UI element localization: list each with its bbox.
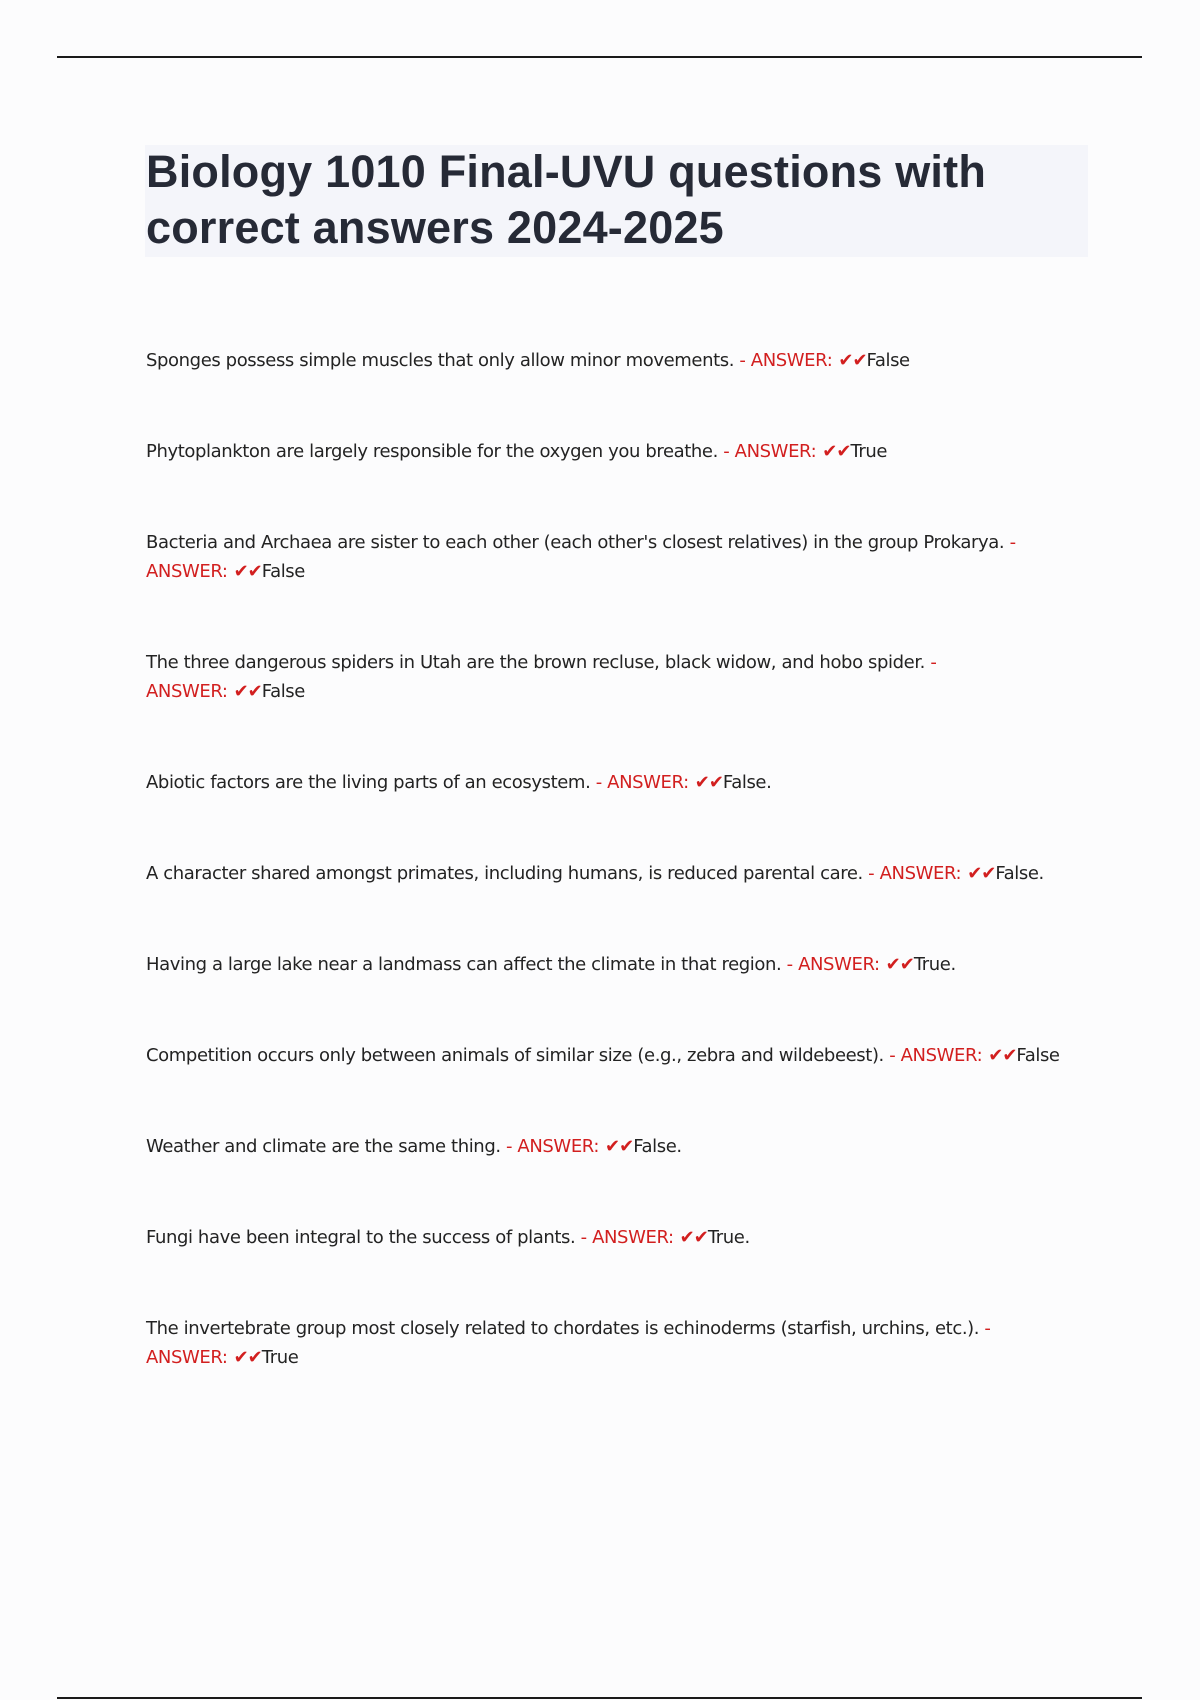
answer-separator: - <box>734 350 751 371</box>
answer-label: ANSWER: <box>146 1347 228 1368</box>
question-text: Bacteria and Archaea are sister to each other (each other's closest relatives) in the group Prokarya. <box>146 532 1005 553</box>
question-text: A character shared amongst primates, including humans, is reduced parental care. <box>146 863 863 884</box>
qa-item <box>146 859 1066 888</box>
question-text: Having a large lake near a landmass can affect the climate in that region. <box>146 954 782 975</box>
double-check-icon: ✔✔ <box>694 772 723 793</box>
answer-value: True. <box>707 1227 750 1248</box>
double-check-icon: ✔✔ <box>838 350 867 371</box>
answer-value: False <box>1016 1045 1060 1066</box>
answer-label: ANSWER: <box>146 561 228 582</box>
answer-separator: - <box>1004 532 1016 553</box>
answer-label: ANSWER: <box>607 772 689 793</box>
question-text: Abiotic factors are the living parts of an ecosystem. <box>146 772 591 793</box>
qa-item <box>146 1041 1066 1070</box>
double-check-icon: ✔✔ <box>967 863 996 884</box>
double-check-icon: ✔✔ <box>822 441 851 462</box>
answer-value: False. <box>633 1136 682 1157</box>
footer-rule <box>57 1697 1142 1699</box>
answer-separator: - <box>590 772 608 793</box>
answer-separator: - <box>575 1227 593 1248</box>
question-list <box>146 346 1066 1372</box>
qa-item <box>146 437 1066 466</box>
double-check-icon: ✔✔ <box>885 954 914 975</box>
answer-value: False <box>261 681 305 702</box>
answer-separator: - <box>883 1045 901 1066</box>
answer-label: ANSWER: <box>592 1227 674 1248</box>
question-text: The three dangerous spiders in Utah are the brown recluse, black widow, and hobo spider. <box>146 652 925 673</box>
answer-value: True. <box>913 954 956 975</box>
qa-item <box>146 950 1066 979</box>
answer-separator: - <box>979 1318 991 1339</box>
double-check-icon: ✔✔ <box>988 1045 1017 1066</box>
answer-label: ANSWER: <box>734 441 817 462</box>
question-text: Weather and climate are the same thing. <box>146 1136 501 1157</box>
qa-item <box>146 768 1066 797</box>
header-rule <box>57 56 1142 58</box>
double-check-icon: ✔✔ <box>605 1136 634 1157</box>
answer-label: ANSWER: <box>517 1136 600 1157</box>
answer-label: ANSWER: <box>750 350 833 371</box>
double-check-icon: ✔✔ <box>679 1227 708 1248</box>
answer-separator: - <box>925 652 937 673</box>
answer-value: False <box>261 561 305 582</box>
qa-item <box>146 1132 1066 1161</box>
answer-separator: - <box>500 1136 518 1157</box>
question-text: Phytoplankton are largely responsible for the oxygen you breathe. <box>146 441 718 462</box>
answer-label: ANSWER: <box>900 1045 983 1066</box>
qa-item <box>146 1223 1066 1252</box>
answer-separator: - <box>717 441 735 462</box>
qa-item <box>146 346 1066 375</box>
answer-label: ANSWER: <box>146 681 228 702</box>
answer-separator: - <box>862 863 880 884</box>
answer-value: False <box>866 350 910 371</box>
document-title: Biology 1010 Final-UVU questions with correct answers 2024-2025 <box>146 146 987 253</box>
answer-label: ANSWER: <box>879 863 962 884</box>
question-text: The invertebrate group most closely related to chordates is echinoderms (starfish, urchins, etc.). <box>146 1318 980 1339</box>
double-check-icon: ✔✔ <box>233 1347 262 1368</box>
question-text: Sponges possess simple muscles that only allow minor movements. <box>146 350 735 371</box>
question-text: Competition occurs only between animals of similar size (e.g., zebra and wildebeest). <box>146 1045 884 1066</box>
question-text: Fungi have been integral to the success of plants. <box>146 1227 576 1248</box>
qa-item <box>146 528 1066 586</box>
answer-value: False. <box>995 863 1044 884</box>
answer-value: False. <box>722 772 772 793</box>
qa-item <box>146 648 1066 706</box>
double-check-icon: ✔✔ <box>233 681 262 702</box>
qa-item <box>146 1314 1066 1372</box>
answer-label: ANSWER: <box>798 954 880 975</box>
answer-value: True <box>850 441 888 462</box>
double-check-icon: ✔✔ <box>233 561 262 582</box>
answer-value: True <box>261 1347 299 1368</box>
answer-separator: - <box>781 954 799 975</box>
